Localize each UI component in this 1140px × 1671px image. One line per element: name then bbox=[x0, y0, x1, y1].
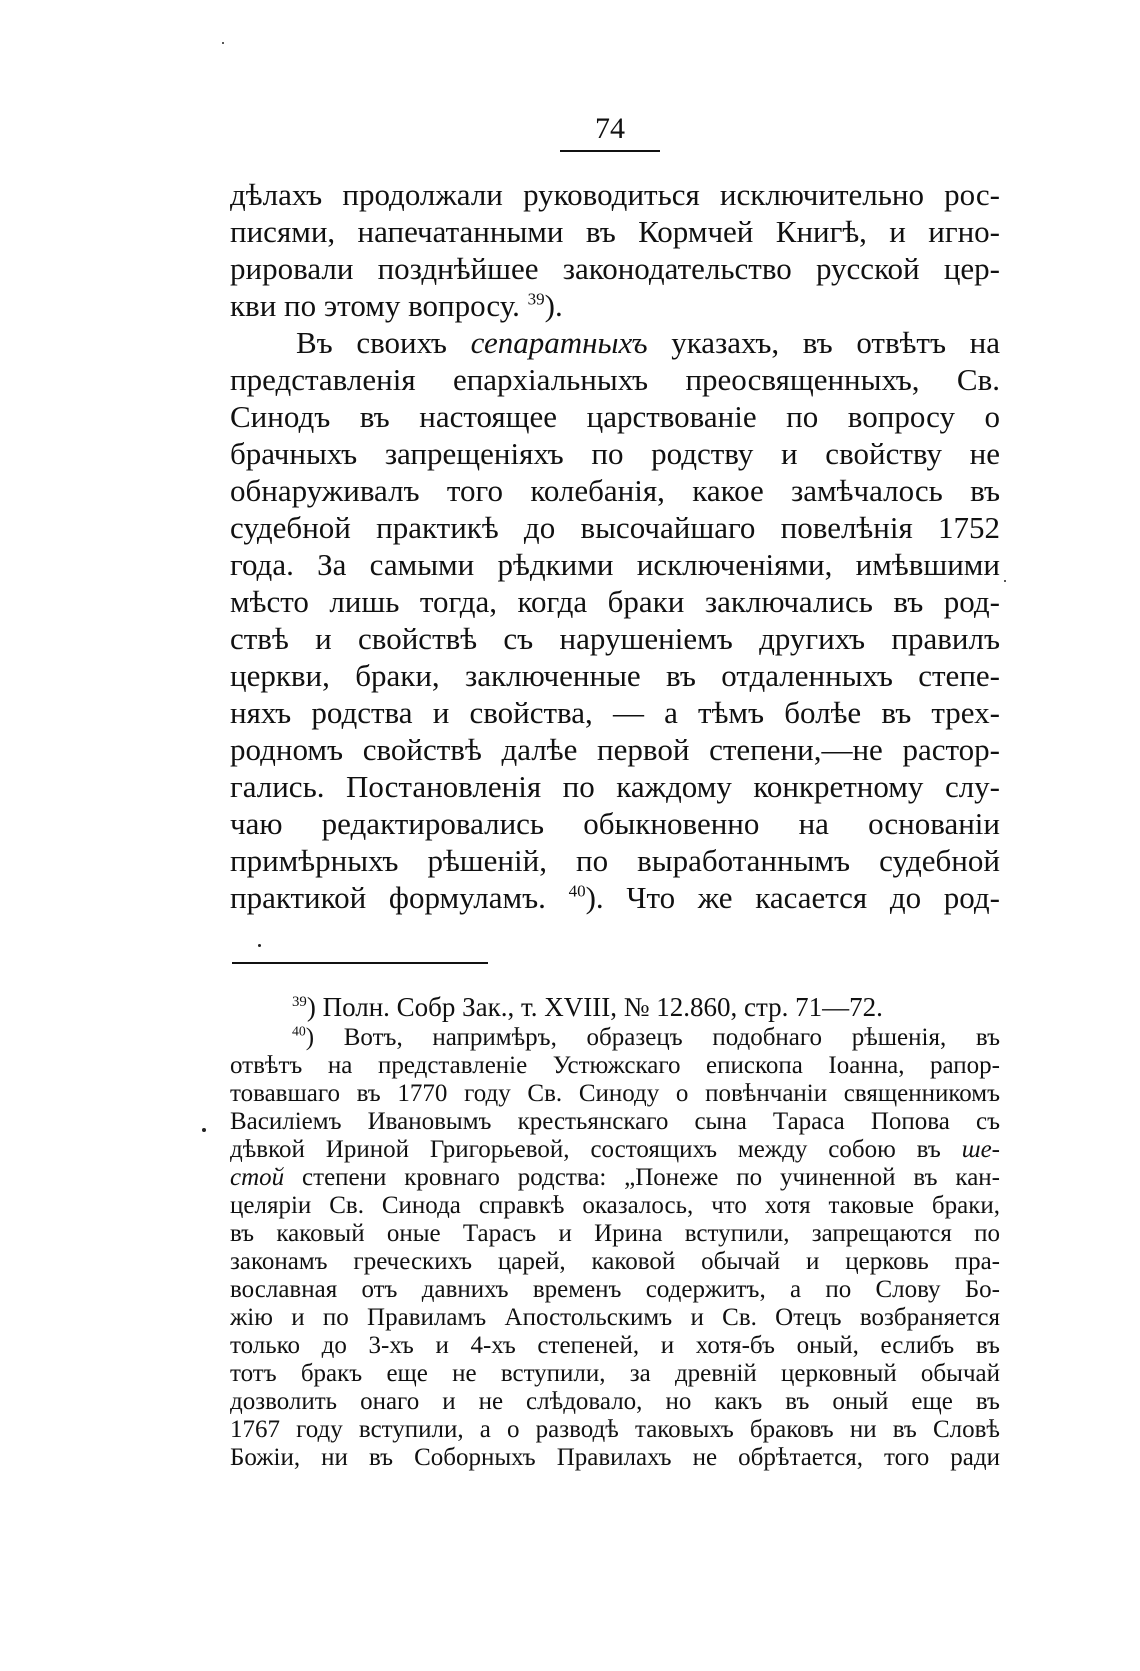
footnote-line bbox=[230, 1164, 1000, 1192]
scan-speck bbox=[202, 1128, 206, 1132]
footnote-text: ) Вотъ, напримѣръ, образецъ подобнаго рѣшенія, въ bbox=[305, 1024, 1000, 1051]
body-line: гались. Постановленія по каждому конкретному слу- bbox=[230, 769, 1000, 804]
body-line: представленія епархіальныхъ преосвященныхъ, Св. bbox=[230, 362, 1000, 397]
main-text bbox=[230, 176, 1000, 916]
footnote-ref-39: 39 bbox=[527, 289, 545, 309]
footnote-line: Василіемъ Ивановымъ крестьянскаго сына Тараса Попова съ bbox=[230, 1108, 1000, 1135]
footnote-line: вославная отъ давнихъ временъ содержитъ, а по Слову Бо- bbox=[230, 1276, 1000, 1303]
body-line: года. За самыми рѣдкими исключеніями, имѣвшими bbox=[230, 547, 1000, 582]
body-line: церкви, браки, заключенные въ отдаленныхъ степе- bbox=[230, 658, 1000, 693]
footnote-line: отвѣтъ на представленіе Устюжскаго епископа Іоанна, рапор- bbox=[230, 1052, 1000, 1079]
scan-speck bbox=[1004, 580, 1006, 582]
footnote-line: товавшаго въ 1770 году Св. Синоду о повѣнчаніи священникомъ bbox=[230, 1080, 1000, 1107]
body-line bbox=[230, 324, 1000, 361]
footnote-rule bbox=[232, 962, 488, 964]
body-line: чаю редактировались обыкновенно на основаніи bbox=[230, 806, 1000, 841]
footnote-line: въ каковый оные Тарасъ и Ирина вступили, запрещаются по bbox=[230, 1220, 1000, 1247]
body-line: родномъ свойствѣ далѣе первой степени,—не растор- bbox=[230, 732, 1000, 767]
body-line: примѣрныхъ рѣшеній, по выработаннымъ судебной bbox=[230, 843, 1000, 878]
scan-speck bbox=[258, 944, 261, 947]
footnote-40 bbox=[230, 1024, 1000, 1052]
footnote-line: 1767 году вступили, а о разводѣ таковыхъ браковъ ни въ Словѣ bbox=[230, 1416, 1000, 1443]
body-text: указахъ, въ отвѣтъ на bbox=[671, 325, 1000, 360]
footnotes bbox=[230, 990, 1000, 1472]
page-number: 74 bbox=[595, 112, 625, 145]
italic-term: ше- bbox=[961, 1136, 1000, 1163]
footnote-line: только до 3-хъ и 4-хъ степеней, и хотя-бъ оный, еслибъ въ bbox=[230, 1332, 1000, 1359]
body-line: мѣсто лишь тогда, когда браки заключались въ род- bbox=[230, 584, 1000, 619]
footnote-line: Божіи, ни въ Соборныхъ Правилахъ не обрѣтается, того ради bbox=[230, 1444, 1000, 1471]
body-text: ). Что же касается до род- bbox=[585, 880, 1000, 915]
body-text: практикой формуламъ. bbox=[230, 880, 546, 915]
body-line: судебной практикѣ до высочайшаго повелѣнія 1752 bbox=[230, 510, 1000, 545]
body-line bbox=[230, 287, 1000, 324]
footnote-marker-39: 39 bbox=[292, 994, 307, 1010]
footnote-marker-40: 40 bbox=[292, 1024, 306, 1039]
footnote-line: законамъ греческихъ царей, каковой обычай и церковь пра- bbox=[230, 1248, 1000, 1275]
body-text: кви по этому вопросу. bbox=[230, 288, 520, 323]
body-line: брачныхъ запрещеніяхъ по родству и свойству не bbox=[230, 436, 1000, 471]
body-text: ). bbox=[544, 288, 563, 323]
page-number-rule bbox=[560, 150, 660, 152]
body-line bbox=[230, 879, 1000, 916]
body-line: обнаруживалъ того колебанія, какое замѣчалось въ bbox=[230, 473, 1000, 508]
italic-term: сепаратныхъ bbox=[470, 325, 648, 360]
footnote-line: тотъ бракъ еще не вступили, за древній церковный обычай bbox=[230, 1360, 1000, 1387]
body-line: писями, напечатанными въ Кормчей Книгѣ, и игно- bbox=[230, 214, 1000, 249]
footnote-39 bbox=[230, 990, 1000, 1024]
body-text: Въ своихъ bbox=[296, 325, 447, 360]
footnote-text: дѣвкой Ириной Григорьевой, состоящихъ между собою въ bbox=[230, 1136, 941, 1163]
body-line: рировали позднѣйшее законодательство русской цер- bbox=[230, 251, 1000, 286]
footnote-line bbox=[230, 1136, 1000, 1164]
body-line: Синодъ въ настоящее царствованіе по вопросу о bbox=[230, 399, 1000, 434]
body-line: ствѣ и свойствѣ съ нарушеніемъ другихъ правилъ bbox=[230, 621, 1000, 656]
footnote-line: целяріи Св. Синода справкѣ оказалось, что хотя таковые браки, bbox=[230, 1192, 1000, 1219]
footnote-ref-40: 40 bbox=[568, 881, 586, 901]
footnote-line: дозволить онаго и не слѣдовало, но какъ въ оный еще въ bbox=[230, 1388, 1000, 1415]
footnote-text: степени кровнаго родства: „Понеже по учиненной въ кан- bbox=[302, 1164, 1000, 1191]
italic-term: стой bbox=[230, 1164, 285, 1191]
scan-speck bbox=[222, 42, 224, 44]
body-line: няхъ родства и свойства, — а тѣмъ болѣе въ трех- bbox=[230, 695, 1000, 730]
footnote-text: ) Полн. Собр Зак., т. XVIII, № 12.860, стр. 71—72. bbox=[306, 992, 883, 1022]
footnote-line: жію и по Правиламъ Апостольскимъ и Св. Отецъ возбраняется bbox=[230, 1304, 1000, 1331]
body-line: дѣлахъ продолжали руководиться исключительно рос- bbox=[230, 177, 1000, 212]
